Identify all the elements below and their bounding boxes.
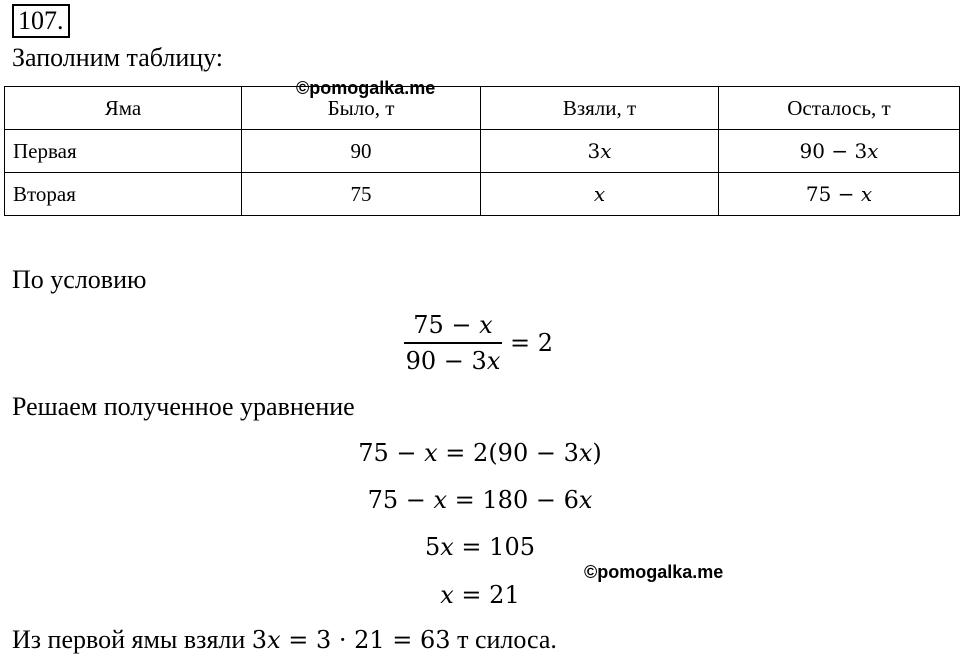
table-cell: 90 bbox=[242, 130, 481, 173]
watermark: ©pomogalka.me bbox=[296, 78, 436, 98]
table-cell: Первая bbox=[5, 130, 242, 173]
table-cell: 75 − 𝑥 bbox=[719, 173, 960, 216]
fraction-numerator: 75 − 𝑥 bbox=[413, 311, 493, 339]
table-cell: Вторая bbox=[5, 173, 242, 216]
equation-step: 75 − 𝑥 = 180 − 6𝑥 bbox=[367, 486, 593, 514]
table-header: Было, т bbox=[242, 87, 481, 130]
conclusion-suffix: т силоса. bbox=[457, 625, 557, 654]
table-row bbox=[5, 130, 960, 173]
table-header-row bbox=[5, 87, 960, 130]
condition-label: По условию bbox=[12, 265, 147, 294]
table-cell: 90 − 3𝑥 bbox=[719, 130, 960, 173]
data-table bbox=[4, 86, 960, 216]
table-row bbox=[5, 173, 960, 216]
fraction-equation bbox=[404, 310, 553, 376]
conclusion-math: 3𝑥 = 3 · 21 = 63 bbox=[251, 626, 451, 654]
table-cell: 𝑥 bbox=[481, 173, 719, 216]
table-header: Осталось, т bbox=[719, 87, 960, 130]
table-cell: 3𝑥 bbox=[481, 130, 719, 173]
equation-step: 5𝑥 = 105 bbox=[425, 533, 535, 561]
solve-label: Решаем полученное уравнение bbox=[12, 392, 355, 421]
conclusion bbox=[12, 625, 557, 655]
table-header: Взяли, т bbox=[481, 87, 719, 130]
equation-step: 𝑥 = 21 bbox=[440, 581, 520, 609]
equation-step: 75 − 𝑥 = 2(90 − 3𝑥) bbox=[358, 439, 602, 467]
fraction-bar bbox=[404, 342, 502, 344]
intro-text: Заполним таблицу: bbox=[12, 43, 224, 72]
watermark: ©pomogalka.me bbox=[584, 562, 724, 582]
problem-number: 107. bbox=[12, 4, 70, 38]
fraction-rhs: = 2 bbox=[510, 329, 554, 357]
fraction-denominator: 90 − 3𝑥 bbox=[405, 347, 501, 375]
table-header: Яма bbox=[5, 87, 242, 130]
table-cell: 75 bbox=[242, 173, 481, 216]
conclusion-prefix: Из первой ямы взяли bbox=[12, 625, 246, 654]
